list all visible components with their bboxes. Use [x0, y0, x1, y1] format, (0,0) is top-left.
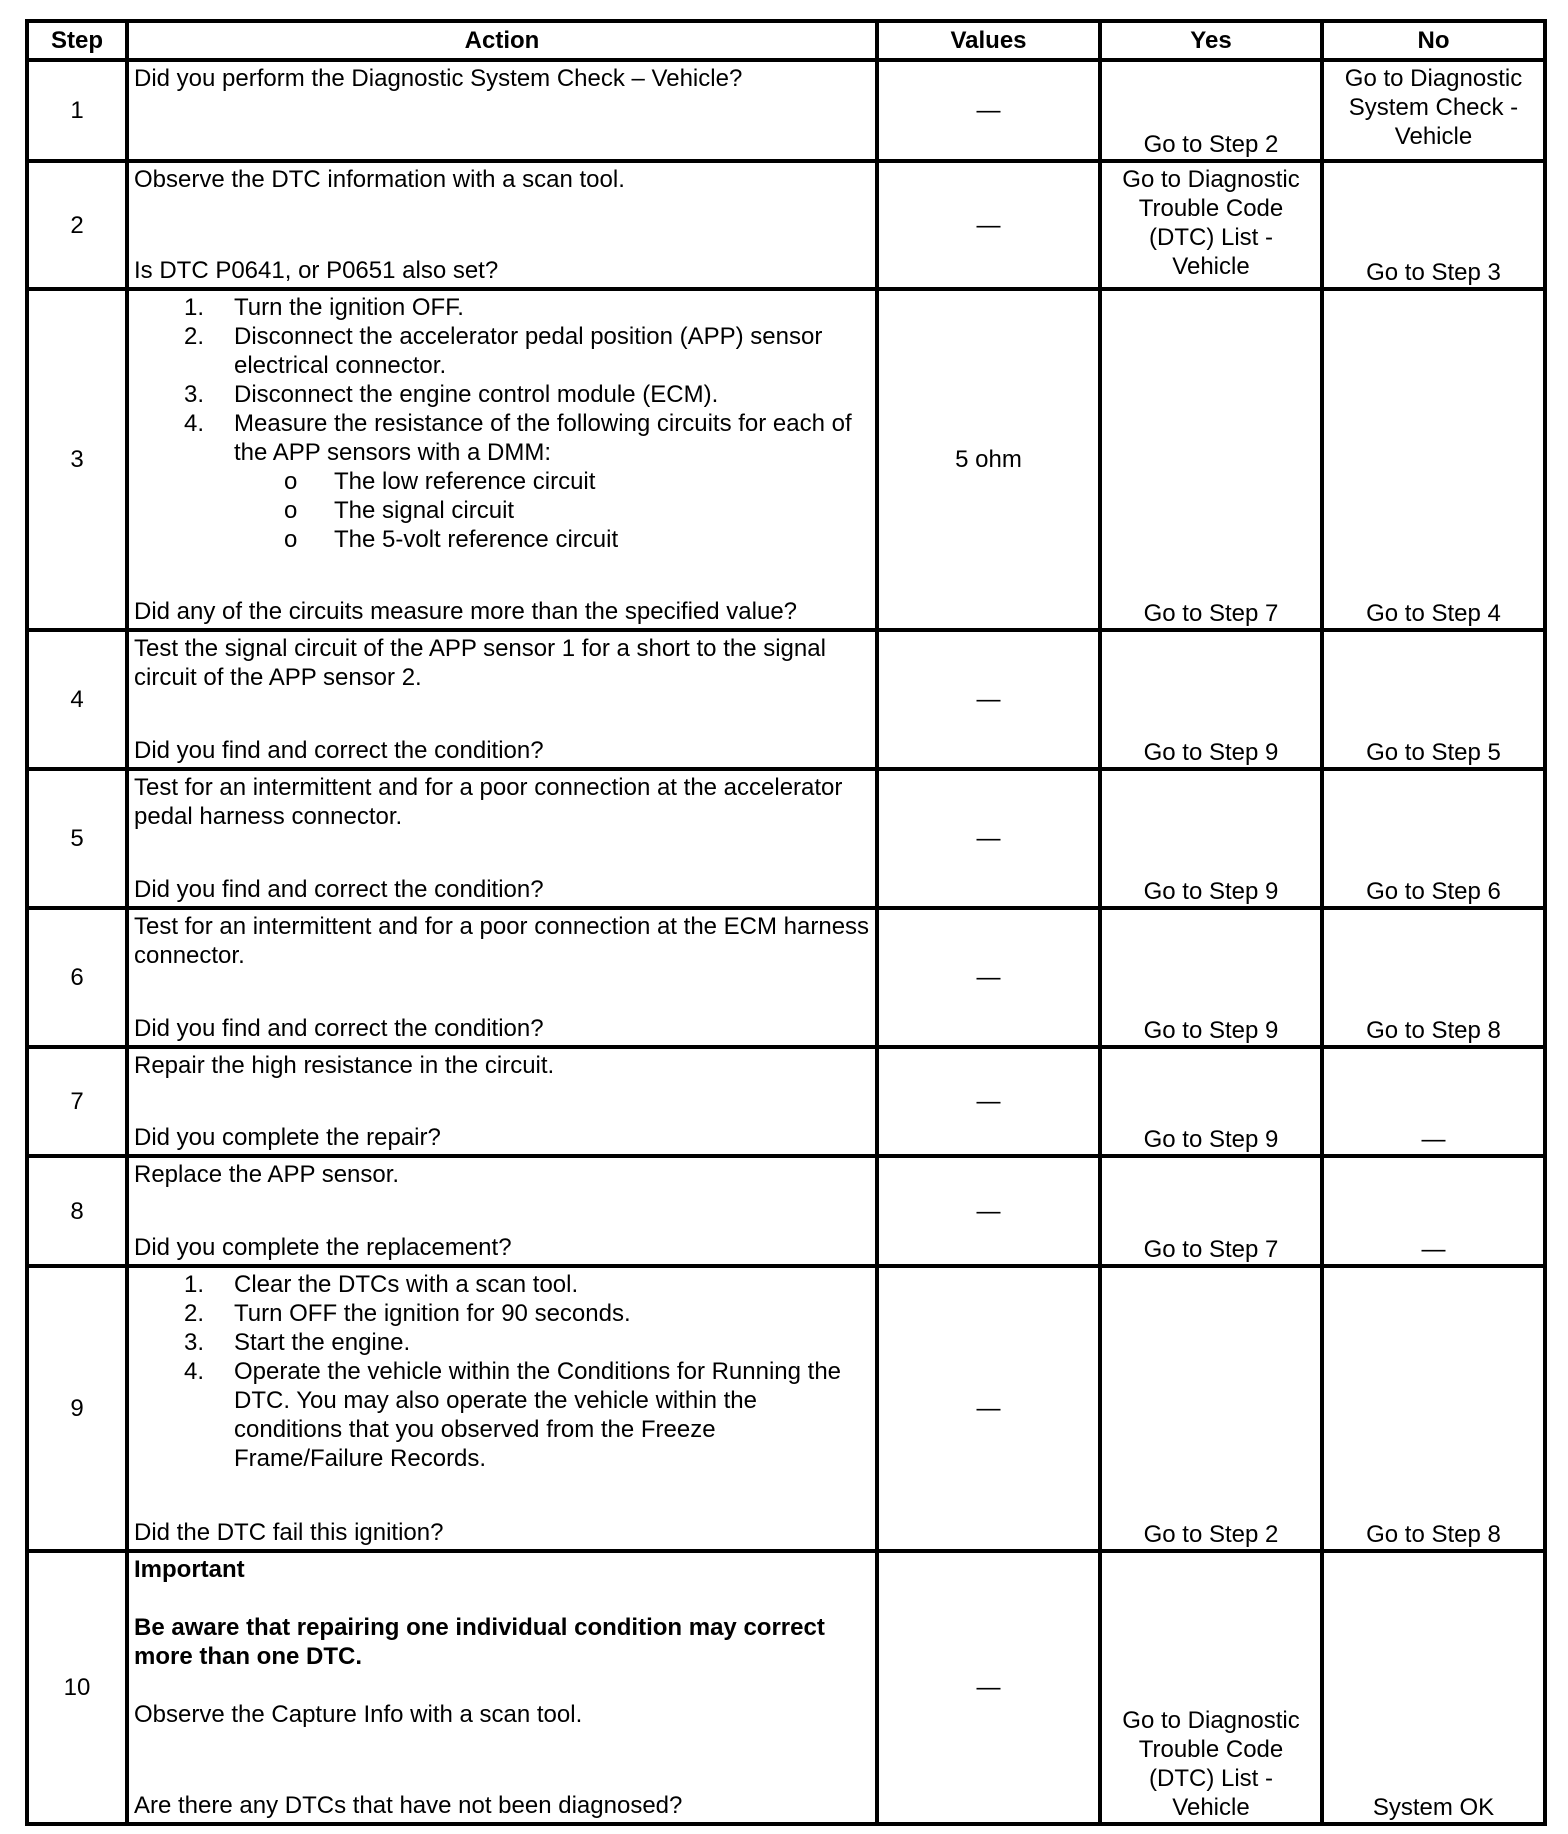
table-row [27, 161, 1545, 289]
list-item [134, 1328, 871, 1357]
values-cell: — [877, 1047, 1100, 1156]
action-text: Test for an intermittent and for a poor connection at the ECM harness connector. [134, 913, 870, 969]
important-label: Important [134, 1556, 245, 1583]
action-question: Did you find and correct the condition? [134, 876, 544, 903]
action-content [129, 771, 875, 906]
action-cell [127, 908, 877, 1047]
no-action-text: Go to Step 4 [1366, 600, 1501, 627]
list-item-number: 2. [184, 1300, 205, 1327]
step-number: 10 [27, 1551, 127, 1824]
list-item-number: 2. [184, 323, 205, 350]
action-question: Are there any DTCs that have not been diagnosed? [134, 1792, 683, 1819]
action-body [134, 773, 871, 831]
action-cell [127, 60, 877, 161]
action-content [129, 1268, 875, 1549]
no-action-text: Go to Step 3 [1366, 259, 1501, 286]
list-item [134, 293, 871, 322]
action-content [129, 632, 875, 767]
sub-list-item-text: The 5-volt reference circuit [334, 526, 619, 553]
no-action-text: Go to Diagnostic System Check - Vehicle [1344, 65, 1523, 150]
action-content [129, 62, 875, 159]
action-body [134, 1270, 871, 1473]
no-action-text: — [1421, 1236, 1446, 1263]
action-content [129, 910, 875, 1045]
action-cell [127, 1156, 877, 1266]
yes-action-text: Go to Step 2 [1143, 1521, 1279, 1548]
action-body [134, 634, 871, 692]
values-cell: — [877, 630, 1100, 769]
action-cell [127, 769, 877, 908]
values-cell: — [877, 161, 1100, 289]
list-item-text: Turn the ignition OFF. [234, 294, 464, 321]
action-question: Did you complete the repair? [134, 1124, 441, 1151]
table-row [27, 630, 1545, 769]
yes-cell [1100, 1266, 1322, 1551]
procedure-list [134, 293, 871, 467]
action-content [129, 1158, 875, 1264]
sub-list-item [134, 496, 871, 525]
bullet-icon: o [284, 468, 298, 495]
values-cell: 5 ohm [877, 289, 1100, 630]
no-action-text: Go to Step 5 [1366, 739, 1501, 766]
header-no: No [1322, 21, 1545, 60]
table-row [27, 1047, 1545, 1156]
action-text: Observe the Capture Info with a scan tool. [134, 1701, 583, 1728]
action-body [134, 1160, 871, 1189]
action-question: Did the DTC fail this ignition? [134, 1519, 444, 1546]
action-text: Repair the high resistance in the circuit. [134, 1052, 555, 1079]
procedure-list [134, 1270, 871, 1473]
values-cell: — [877, 1266, 1100, 1551]
table-row [27, 289, 1545, 630]
action-body [134, 293, 871, 554]
no-action-text: — [1421, 1126, 1446, 1153]
no-cell [1322, 630, 1545, 769]
action-text: Test the signal circuit of the APP sensor 1 for a short to the signal circuit of the APP sensor 2. [134, 635, 826, 691]
values-cell: — [877, 60, 1100, 161]
action-question: Did any of the circuits measure more than the specified value? [134, 598, 798, 625]
yes-action-text: Go to Step 7 [1143, 600, 1279, 627]
yes-action-text: Go to Step 2 [1143, 131, 1279, 158]
bullet-icon: o [284, 526, 298, 553]
action-body [134, 1051, 871, 1080]
action-cell [127, 289, 877, 630]
step-number: 7 [27, 1047, 127, 1156]
header-action: Action [127, 21, 877, 60]
yes-action-text: Go to Step 9 [1143, 1126, 1279, 1153]
table-body [27, 60, 1545, 1824]
list-item-number: 1. [184, 1271, 205, 1298]
header-row [27, 21, 1545, 60]
action-text: Observe the DTC information with a scan tool. [134, 166, 625, 193]
bullet-icon: o [284, 497, 298, 524]
action-question: Did you find and correct the condition? [134, 1015, 544, 1042]
step-number: 6 [27, 908, 127, 1047]
list-item [134, 1357, 871, 1473]
table-row [27, 1266, 1545, 1551]
yes-action-text: Go to Diagnostic Trouble Code (DTC) List - Vehicle [1122, 166, 1300, 280]
table-row [27, 908, 1545, 1047]
list-item [134, 380, 871, 409]
values-cell: — [877, 908, 1100, 1047]
list-item-number: 4. [184, 410, 205, 437]
list-item-text: Measure the resistance of the following circuits for each of the APP sensors with a DMM: [234, 410, 852, 466]
list-item-number: 3. [184, 381, 205, 408]
no-cell [1322, 60, 1545, 161]
yes-cell [1100, 1551, 1322, 1824]
header-values: Values [877, 21, 1100, 60]
list-item-text: Start the engine. [234, 1329, 411, 1356]
yes-action-text: Go to Step 9 [1143, 739, 1279, 766]
list-item-text: Operate the vehicle within the Conditions for Running the DTC. You may also operate the vehicle within the conditions that you observed from the Freeze Frame/Failure Records. [234, 1358, 842, 1472]
no-cell [1322, 1156, 1545, 1266]
step-number: 4 [27, 630, 127, 769]
list-item-text: Turn OFF the ignition for 90 seconds. [234, 1300, 631, 1327]
no-cell [1322, 1047, 1545, 1156]
list-item [134, 409, 871, 467]
no-cell [1322, 769, 1545, 908]
values-cell: — [877, 1156, 1100, 1266]
step-number: 5 [27, 769, 127, 908]
no-cell [1322, 1551, 1545, 1824]
no-cell [1322, 289, 1545, 630]
action-content [129, 291, 875, 628]
action-text: Test for an intermittent and for a poor connection at the accelerator pedal harness connector. [134, 774, 843, 830]
yes-cell [1100, 769, 1322, 908]
action-cell [127, 161, 877, 289]
list-item-text: Clear the DTCs with a scan tool. [234, 1271, 579, 1298]
action-cell [127, 1551, 877, 1824]
header-step: Step [27, 21, 127, 60]
action-body [134, 912, 871, 970]
action-content [129, 1049, 875, 1154]
yes-cell [1100, 630, 1322, 769]
action-text: Did you perform the Diagnostic System Check – Vehicle? [134, 65, 743, 92]
no-cell [1322, 908, 1545, 1047]
yes-action-text: Go to Step 9 [1143, 1017, 1279, 1044]
sub-list-item [134, 525, 871, 554]
list-item [134, 1270, 871, 1299]
yes-cell [1100, 60, 1322, 161]
yes-cell [1100, 908, 1322, 1047]
no-cell [1322, 161, 1545, 289]
no-action-text: System OK [1372, 1794, 1495, 1821]
list-item [134, 1299, 871, 1328]
important-text: Be aware that repairing one individual condition may correct more than one DTC. [134, 1614, 825, 1670]
action-question: Did you find and correct the condition? [134, 737, 544, 764]
no-action-text: Go to Step 8 [1366, 1017, 1501, 1044]
table-row [27, 1551, 1545, 1824]
sub-list-item [134, 467, 871, 496]
no-action-text: Go to Step 6 [1366, 878, 1501, 905]
action-body [134, 1555, 871, 1729]
action-content [129, 163, 875, 287]
sub-list-item-text: The low reference circuit [334, 468, 596, 495]
action-text: Replace the APP sensor. [134, 1161, 400, 1188]
step-number: 9 [27, 1266, 127, 1551]
list-item-text: Disconnect the engine control module (ECM). [234, 381, 719, 408]
diagnostic-table [25, 19, 1547, 1826]
table-row [27, 769, 1545, 908]
yes-action-text: Go to Step 7 [1143, 1236, 1279, 1263]
list-item-number: 3. [184, 1329, 205, 1356]
yes-cell [1100, 161, 1322, 289]
action-question: Did you complete the replacement? [134, 1234, 512, 1261]
values-cell: — [877, 769, 1100, 908]
header-yes: Yes [1100, 21, 1322, 60]
list-item-text: Disconnect the accelerator pedal position (APP) sensor electrical connector. [234, 323, 823, 379]
list-item [134, 322, 871, 380]
step-number: 2 [27, 161, 127, 289]
sub-list [134, 467, 871, 554]
action-question: Is DTC P0641, or P0651 also set? [134, 257, 499, 284]
values-cell: — [877, 1551, 1100, 1824]
action-cell [127, 1047, 877, 1156]
no-cell [1322, 1266, 1545, 1551]
step-number: 8 [27, 1156, 127, 1266]
action-content [129, 1553, 875, 1822]
list-item-number: 4. [184, 1358, 205, 1385]
list-item-number: 1. [184, 294, 205, 321]
action-cell [127, 630, 877, 769]
yes-action-text: Go to Step 9 [1143, 878, 1279, 905]
table-row [27, 1156, 1545, 1266]
table-row [27, 60, 1545, 161]
action-cell [127, 1266, 877, 1551]
sub-list-item-text: The signal circuit [334, 497, 515, 524]
action-body [134, 64, 871, 93]
action-body [134, 165, 871, 194]
yes-cell [1100, 289, 1322, 630]
step-number: 3 [27, 289, 127, 630]
step-number: 1 [27, 60, 127, 161]
no-action-text: Go to Step 8 [1366, 1521, 1501, 1548]
yes-cell [1100, 1156, 1322, 1266]
yes-cell [1100, 1047, 1322, 1156]
yes-action-text: Go to Diagnostic Trouble Code (DTC) List - Vehicle [1122, 1707, 1300, 1821]
